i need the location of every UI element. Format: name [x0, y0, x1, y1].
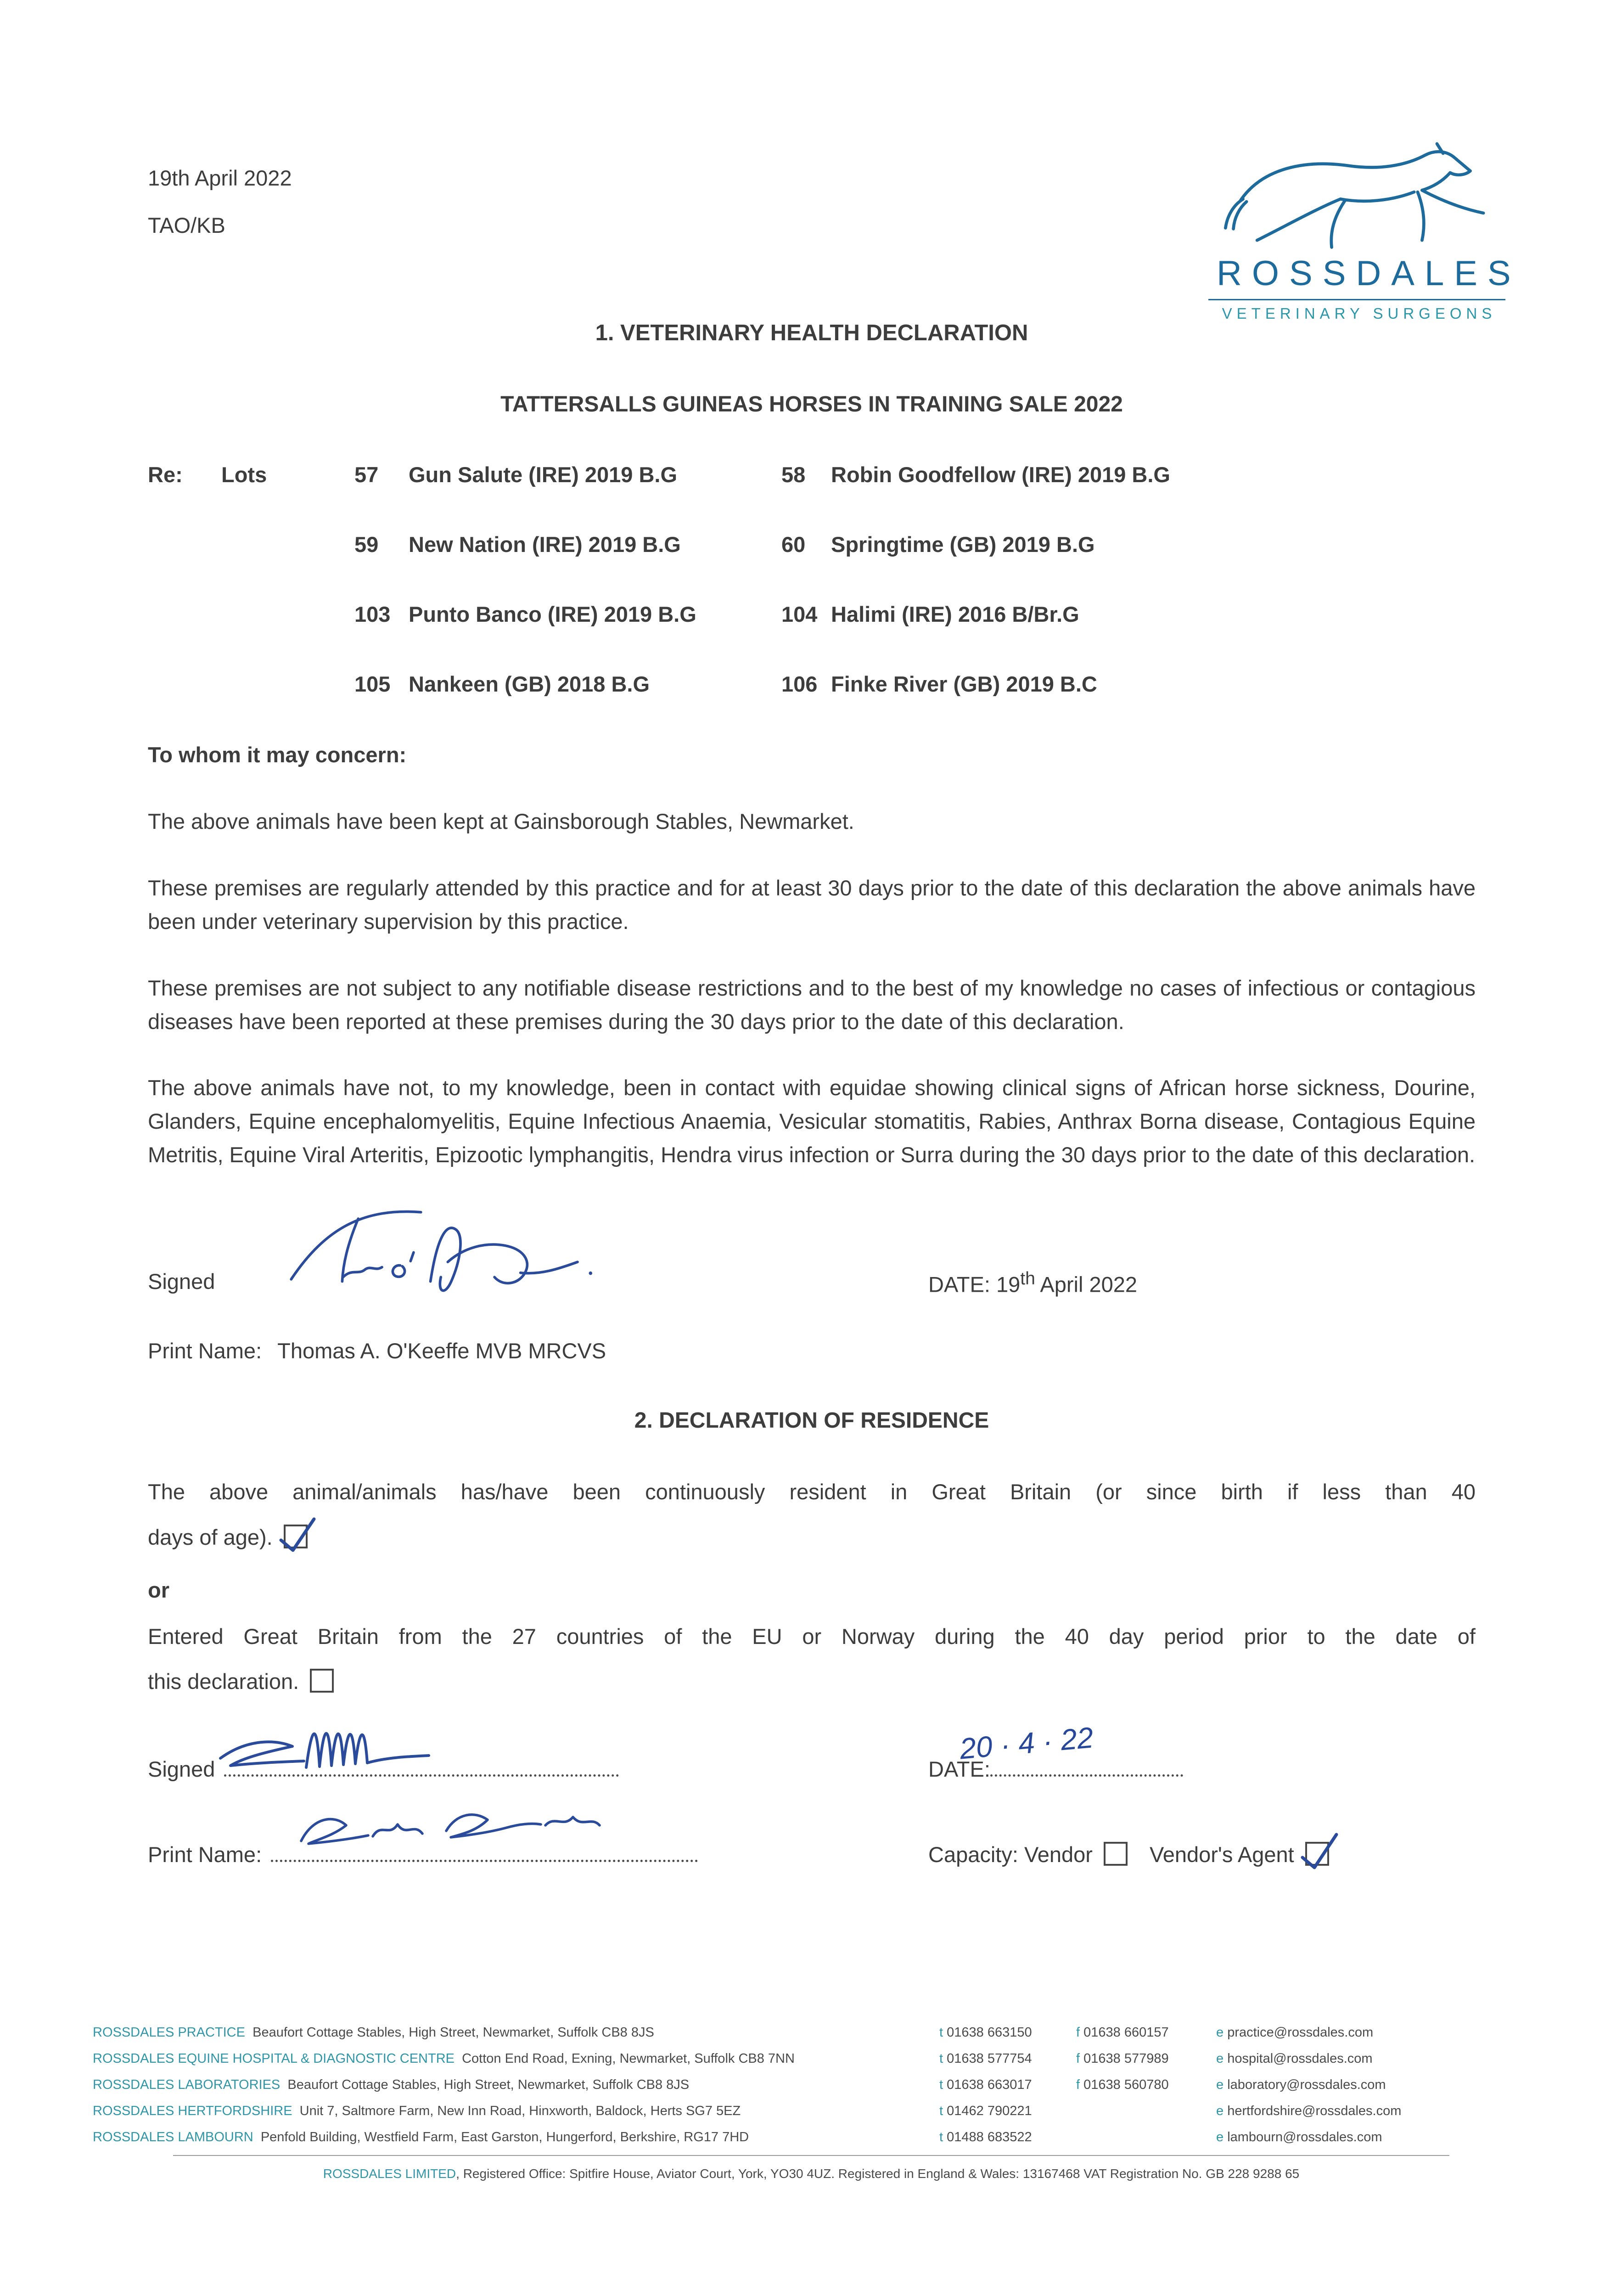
registered-details: , Registered Office: Spitfire House, Aviator Court, York, YO30 4UZ. Registered in England & Wales: 13167468 VAT Registration No. GB 228 9288 65	[456, 2167, 1300, 2181]
date-value: DATE: 19th April 2022	[928, 1268, 1138, 1297]
lot-name: Punto Banco (IRE) 2019 B.G	[409, 602, 696, 626]
office-phone: 01638 663150	[947, 2025, 1032, 2040]
office-name: ROSSDALES PRACTICE	[93, 2025, 245, 2040]
tel-prefix: t	[939, 2077, 943, 2092]
date-label: DATE:	[928, 1757, 990, 1782]
signed-label: Signed	[148, 1757, 215, 1782]
paragraph-restrictions: These premises are not subject to any notifiable disease restrictions and to the best of my knowledge no cases of infectious or contagious diseases have been reported at these premises during the 30 days prior to the date of this declaration.	[148, 975, 1476, 1034]
office-email: hospital@rossdales.com	[1227, 2051, 1373, 2066]
footer-row	[93, 2020, 1530, 2046]
email-prefix: e	[1216, 2104, 1224, 2118]
residence-option-1: The above animal/animals has/have been continuously resident in Great Britain (or since birth if less than 40	[148, 1480, 1476, 1504]
office-address: Beaufort Cottage Stables, High Street, Newmarket, Suffolk CB8 8JS	[253, 2025, 654, 2040]
footer-row	[93, 2098, 1530, 2124]
print-name-row-2	[148, 1838, 1476, 1884]
letterhead-footer	[93, 2020, 1530, 2187]
office-email: lambourn@rossdales.com	[1227, 2130, 1382, 2144]
office-fax: 01638 560780	[1083, 2077, 1169, 2092]
office-fax: 01638 577989	[1083, 2051, 1169, 2066]
office-phone: 01638 663017	[947, 2077, 1032, 2092]
office-email: hertfordshire@rossdales.com	[1227, 2104, 1402, 2118]
fax-prefix: f	[1076, 2051, 1080, 2066]
office-email: practice@rossdales.com	[1227, 2025, 1374, 2040]
tel-prefix: t	[939, 2104, 943, 2118]
lot-number: 58	[781, 462, 806, 487]
re-label: Re:	[148, 462, 183, 487]
tel-prefix: t	[939, 2051, 943, 2066]
or-label: or	[148, 1577, 169, 1602]
lot-number: 104	[781, 602, 818, 626]
footer-row	[93, 2072, 1530, 2098]
print-name-value: Thomas A. O'Keeffe MVB MRCVS	[277, 1338, 606, 1363]
office-address: Cotton End Road, Exning, Newmarket, Suffolk CB8 7NN	[462, 2051, 795, 2066]
residence-option-2: Entered Great Britain from the 27 countries of the EU or Norway during the 40 day period prior to the date of	[148, 1624, 1476, 1649]
print-name-row-1	[148, 1334, 1476, 1368]
capacity-row	[928, 1838, 1329, 1872]
signed-label: Signed	[148, 1269, 215, 1294]
lot-name: Gun Salute (IRE) 2019 B.G	[409, 462, 678, 487]
lot-name: Robin Goodfellow (IRE) 2019 B.G	[831, 462, 1170, 487]
lot-name: Halimi (IRE) 2016 B/Br.G	[831, 602, 1079, 626]
signed-row-2	[148, 1721, 1476, 1794]
footer-row	[93, 2046, 1530, 2072]
logo-tagline: VETERINARY SURGEONS	[1222, 305, 1497, 322]
lots-row	[148, 668, 1476, 701]
signed-row-1	[148, 1265, 1476, 1299]
vendor-signature-image	[212, 1699, 625, 1805]
office-address: Penfold Building, Westfield Farm, East Garston, Hungerford, Berkshire, RG17 7HD	[260, 2130, 749, 2144]
lots-row	[148, 528, 1476, 562]
email-prefix: e	[1216, 2077, 1224, 2092]
footer-row	[93, 2124, 1530, 2150]
lot-number: 105	[354, 671, 391, 696]
lot-name: Finke River (GB) 2019 B.C	[831, 671, 1097, 696]
email-prefix: e	[1216, 2025, 1224, 2040]
letter-date: 19th April 2022	[148, 166, 292, 190]
salutation: To whom it may concern:	[148, 743, 407, 767]
handwritten-date: 20 · 4 · 22	[958, 1721, 1095, 1766]
lots-row	[148, 598, 1476, 631]
lot-number: 106	[781, 671, 818, 696]
lot-name: Nankeen (GB) 2018 B.G	[409, 671, 650, 696]
print-name-label: Print Name:	[148, 1842, 262, 1867]
lot-name: New Nation (IRE) 2019 B.G	[409, 532, 681, 557]
resident-checkbox-checked	[284, 1525, 308, 1548]
office-name: ROSSDALES LAMBOURN	[93, 2130, 253, 2144]
lot-number: 60	[781, 532, 806, 557]
paragraph-supervision: These premises are regularly attended by this practice and for at least 30 days prior to the date of this declaration the above animals have been under veterinary supervision by this practice.	[148, 876, 1476, 934]
vendor-checkbox-empty	[1104, 1842, 1128, 1866]
tel-prefix: t	[939, 2025, 943, 2040]
office-phone: 01462 790221	[947, 2104, 1032, 2118]
print-name-label: Print Name:	[148, 1338, 262, 1363]
lot-number: 103	[354, 602, 391, 626]
office-name: ROSSDALES LABORATORIES	[93, 2077, 281, 2092]
logo-wordmark: ROSSDALES	[1217, 254, 1521, 293]
paragraph-kept-at: The above animals have been kept at Gainsborough Stables, Newmarket.	[148, 809, 854, 834]
lots-section	[148, 458, 1476, 701]
residence-option-2-end: this declaration.	[148, 1665, 1476, 1699]
lot-number: 57	[354, 462, 379, 487]
residence-option-1-end: days of age).	[148, 1521, 1476, 1554]
agent-checkbox-checked	[1305, 1842, 1329, 1866]
letter-reference: TAO/KB	[148, 213, 225, 237]
office-phone: 01488 683522	[947, 2130, 1032, 2144]
fax-prefix: f	[1076, 2025, 1080, 2040]
registered-company-name: ROSSDALES LIMITED	[323, 2167, 456, 2181]
office-address: Beaufort Cottage Stables, High Street, Newmarket, Suffolk CB8 8JS	[287, 2077, 690, 2092]
document-title: 1. VETERINARY HEALTH DECLARATION	[595, 320, 1028, 345]
office-fax: 01638 660157	[1083, 2025, 1169, 2040]
office-name: ROSSDALES HERTFORDSHIRE	[93, 2104, 292, 2118]
section2-title: 2. DECLARATION OF RESIDENCE	[634, 1408, 989, 1433]
office-name: ROSSDALES EQUINE HOSPITAL & DIAGNOSTIC CENTRE	[93, 2051, 455, 2066]
lots-label: Lots	[221, 462, 267, 487]
email-prefix: e	[1216, 2051, 1224, 2066]
office-address: Unit 7, Saltmore Farm, New Inn Road, Hinxworth, Baldock, Herts SG7 5EZ	[299, 2104, 741, 2118]
registered-office-line	[93, 2156, 1530, 2187]
office-phone: 01638 577754	[947, 2051, 1032, 2066]
fax-prefix: f	[1076, 2077, 1080, 2092]
lots-row	[148, 458, 1476, 492]
lot-name: Springtime (GB) 2019 B.G	[831, 532, 1095, 557]
vendors-agent-label: Vendor's Agent	[1149, 1842, 1294, 1867]
entered-gb-checkbox-empty	[310, 1669, 334, 1693]
paragraph-diseases: The above animals have not, to my knowledge, been in contact with equidae showing clinical signs of African horse sickness, Dourine, Glanders, Equine encephalomyelitis, Equine Infectious Anaemia, Vesicular stomatitis, Rabies, Anthrax Borna disease, Contagious Equine Metritis, Equine Viral Arteritis, Epizootic lymphangitis, Hendra virus infection or Surra during the 30 days prior to the date of this declaration.	[148, 1075, 1476, 1167]
email-prefix: e	[1216, 2130, 1224, 2144]
printed-name-scrawl-image	[295, 1801, 653, 1875]
tel-prefix: t	[939, 2130, 943, 2144]
office-email: laboratory@rossdales.com	[1227, 2077, 1386, 2092]
document-subtitle: TATTERSALLS GUINEAS HORSES IN TRAINING SALE 2022	[500, 392, 1123, 416]
capacity-vendor-label: Capacity: Vendor	[928, 1842, 1093, 1867]
lot-number: 59	[354, 532, 379, 557]
